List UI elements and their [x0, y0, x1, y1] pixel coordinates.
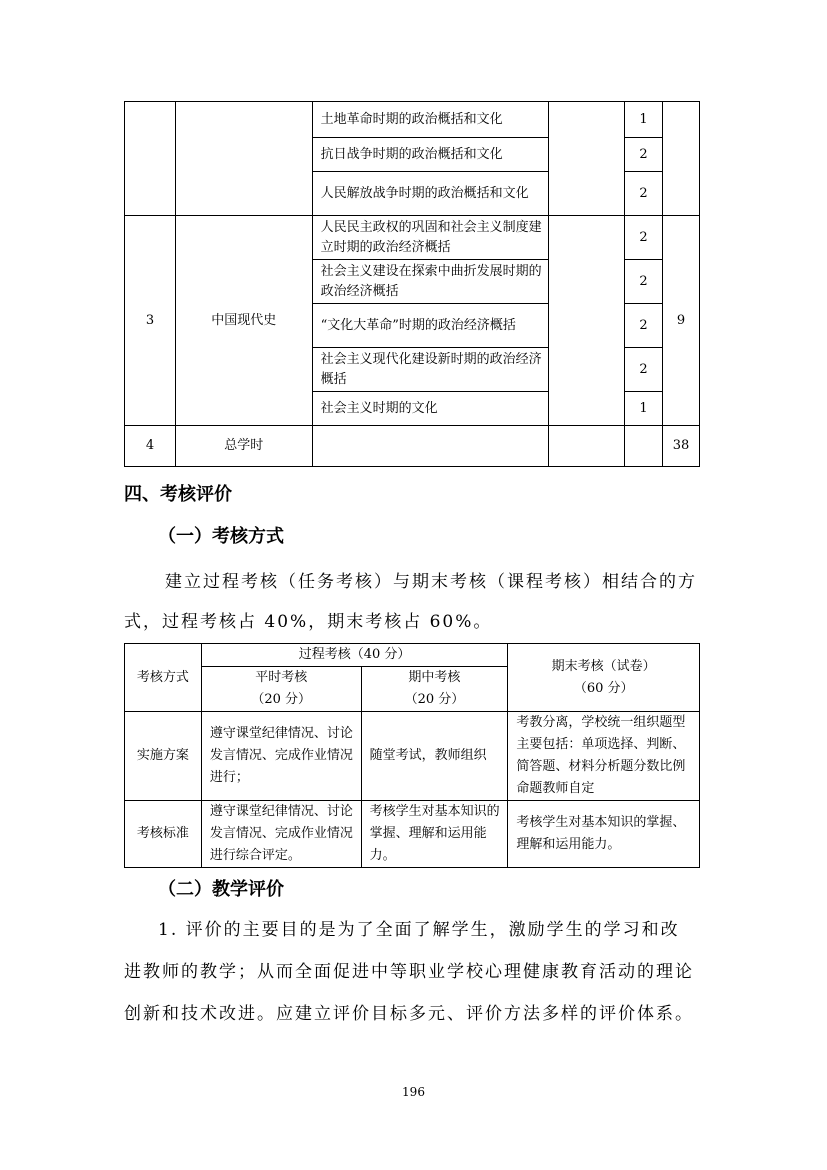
header-final-line2: （60 分） [573, 680, 634, 696]
hours-cell: 2 [625, 304, 663, 348]
cell-empty [175, 102, 312, 216]
hours-cell: 1 [625, 102, 663, 138]
header-process: 过程考核（40 分） [201, 644, 507, 667]
paragraph-line: 建立过程考核（任务考核）与期末考核（课程考核）相结合的方 [165, 572, 697, 592]
page-number: 196 [402, 1085, 425, 1099]
cell-empty [549, 216, 625, 426]
hours-cell: 2 [625, 172, 663, 216]
module-name: 中国现代史 [175, 216, 312, 426]
header-mid-line1: 期中考核 [408, 670, 461, 685]
topic-cell: 土地革命时期的政治概括和文化 [312, 102, 549, 138]
section-heading: 四、考核评价 [124, 484, 232, 505]
hours-cell: 2 [625, 216, 663, 260]
header-final [508, 644, 700, 712]
header-usual-line1: 平时考核 [255, 670, 308, 685]
table-row [125, 801, 700, 868]
paragraph-line: 创新和技术改进。应建立评价目标多元、评价方法多样的评价体系。 [124, 1004, 694, 1024]
cell-empty [663, 102, 700, 216]
paragraph-line: 1. 评价的主要目的是为了全面了解学生，激励学生的学习和改 [158, 920, 680, 940]
cell-empty [549, 102, 625, 216]
assessment-table [124, 643, 700, 868]
paragraph-line: 进教师的教学；从而全面促进中等职业学校心理健康教育活动的理论 [124, 962, 694, 982]
cell-empty [312, 426, 549, 467]
topic-cell: 人民解放战争时期的政治概括和文化 [312, 172, 549, 216]
row-label: 实施方案 [125, 712, 202, 801]
final-cell: 考核学生对基本知识的掌握、理解和运用能力。 [508, 801, 700, 868]
subsection-heading: （二）教学评价 [158, 879, 284, 900]
hours-cell: 2 [625, 138, 663, 172]
subsection-heading: （一）考核方式 [158, 526, 284, 547]
cell-empty [549, 426, 625, 467]
final-cell: 考教分离，学校统一组织题型主要包括：单项选择、判断、简答题、材料分析题分数比例命题教师自定 [508, 712, 700, 801]
module-total: 9 [663, 216, 700, 426]
header-usual-line2: （20 分） [251, 692, 312, 707]
mid-cell: 随堂考试，教师组织 [361, 712, 508, 801]
cell-empty [625, 426, 663, 467]
table-row [125, 102, 700, 138]
row-label: 考核标准 [125, 801, 202, 868]
total-label: 总学时 [175, 426, 312, 467]
course-hours-table [124, 101, 700, 467]
usual-cell: 遵守课堂纪律情况、讨论发言情况、完成作业情况进行综合评定。 [201, 801, 361, 868]
header-usual [201, 667, 361, 712]
header-assessment-method: 考核方式 [125, 644, 202, 712]
header-mid-line2: （20 分） [404, 692, 465, 707]
hours-cell: 2 [625, 348, 663, 392]
table-row [125, 426, 700, 467]
row-number: 3 [125, 216, 176, 426]
header-final-line1: 期末考核（试卷） [551, 658, 656, 674]
usual-cell: 遵守课堂纪律情况、讨论发言情况、完成作业情况进行； [201, 712, 361, 801]
grand-total: 38 [663, 426, 700, 467]
hours-cell: 2 [625, 260, 663, 304]
table-header-row [125, 644, 700, 667]
paragraph-line: 式，过程考核占 40%，期末考核占 60%。 [124, 612, 493, 632]
cell-empty [125, 102, 176, 216]
hours-cell: 1 [625, 392, 663, 426]
mid-cell: 考核学生对基本知识的掌握、理解和运用能力。 [361, 801, 508, 868]
topic-cell: “文化大革命”时期的政治经济概括 [312, 304, 549, 348]
row-number: 4 [125, 426, 176, 467]
header-mid [361, 667, 508, 712]
table-row [125, 216, 700, 260]
topic-cell: 社会主义时期的文化 [312, 392, 549, 426]
table-row [125, 712, 700, 801]
topic-cell: 社会主义现代化建设新时期的政治经济概括 [312, 348, 549, 392]
topic-cell: 社会主义建设在探索中曲折发展时期的政治经济概括 [312, 260, 549, 304]
topic-cell: 人民民主政权的巩固和社会主义制度建立时期的政治经济概括 [312, 216, 549, 260]
topic-cell: 抗日战争时期的政治概括和文化 [312, 138, 549, 172]
